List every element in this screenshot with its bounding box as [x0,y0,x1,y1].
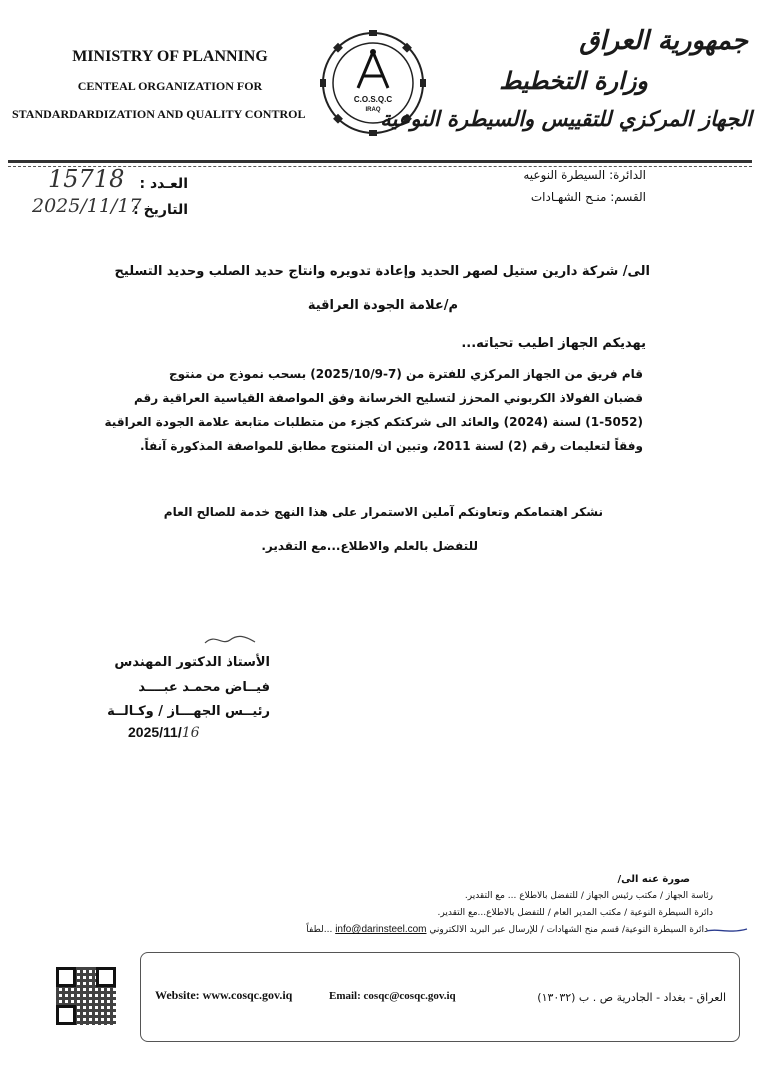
footer-address: العراق - بغداد - الجادرية ص . ب (١٣٠٣٢) [537,991,726,1004]
subject: م/علامة الجودة العراقية [307,298,458,313]
section-line [531,190,646,204]
cc-line-3-end: ...لطفاً [306,925,333,935]
header-divider [8,160,752,163]
paragraph-line-3: (1-5052) لسنة (2024) والعائد الى شركتكم كجزء من متطلبات متابعة علامة الجودة العراقية [104,415,643,429]
signature-mark [200,628,260,650]
recipient: الى/ شركة دارين ستيل لصهر الحديد وإعادة تدويره وانتاج حديد الصلب وحديد التسليح [114,264,650,279]
cc-line-3-text: دائرة السيطرة النوعية/ قسم منح الشهادات / للإرسال عبر البريد الالكتروني [429,925,708,935]
signatory-name: فيــاض محمـد عبــــد [138,680,270,695]
section-value: منـح الشهـادات [530,190,607,204]
org-line-2: STANDARDARDIZATION AND QUALITY CONTROL [12,107,306,121]
ar-header-ministry: وزارة التخطيط [499,66,648,95]
section-label: القسم: [610,190,646,204]
number-value: 15718 [48,165,125,193]
cc-line-2: دائرة السيطرة النوعية / مكتب المدير العام / للتفضل بالاطلاع...مع التقدير. [437,908,713,918]
paragraph-line-2: قضبان الفولاذ الكربوني المحزز لتسليح الخرسانة وفق المواصفة القياسية العراقية رقم [133,391,643,405]
closing-line: للتفضل بالعلم والاطلاع...مع التقدير. [261,539,478,553]
cc-line-1: رئاسة الجهاز / مكتب رئيس الجهاز / للتفضل بالاطلاع ... مع التقدير. [464,891,713,901]
logo-country: IRAQ [365,107,381,113]
thanks-line: نشكر اهتمامكم وتعاونكم آملين الاستمرار على هذا النهج خدمة للصالح العام [163,505,603,519]
greeting: يهديكم الجهاز اطيب تحياته... [461,336,646,351]
qr-corner-tr [96,967,116,987]
signatory-role: رئيــس الجهـــاز / وكـالــة [107,704,270,719]
cc-email-link[interactable]: info@darinsteel.com [335,924,427,935]
number-label: العـدد : [139,176,188,192]
signature-date [128,724,200,741]
signature-date-day: 16 [181,725,200,741]
department-label: الدائرة: [609,168,646,182]
cc-line-3 [306,924,708,935]
paragraph-line-4: وفقاً لتعليمات رقم (2) لسنة 2011، وتبين ان المنتوج مطابق للمواصفة المذكورة آنفاً. [139,439,643,453]
ar-header-republic: جمهورية العراق [579,26,748,56]
ar-header-organization: الجهاز المركزي للتقييس والسيطرة النوعية [380,106,752,131]
cc-heading: صورة عنه الى/ [617,874,690,885]
qr-corner-tl [56,967,76,987]
signatory-title: الأستاذ الدكتور المهندس [114,655,270,670]
department-value: السيطرة النوعيه [523,168,606,182]
paragraph-line-1: قام فريق من الجهاز المركزي للفترة من (7-2025/10/9) بسحب نموذج من منتوج [169,367,643,381]
pen-mark [705,926,749,936]
footer-website[interactable]: Website: www.cosqc.gov.iq [155,988,293,1002]
org-line-1: CENTEAL ORGANIZATION FOR [77,79,263,93]
signature-date-prefix: 2025/11/ [128,724,182,740]
department-line [523,168,646,182]
footer-email[interactable]: Email: cosqc@cosqc.gov.iq [329,990,456,1002]
date-value: 2025/11/17 [32,195,142,217]
logo-text: C.O.S.Q.C [353,95,393,104]
date-label: التاريخ : [133,202,188,218]
qr-corner-bl [56,1005,76,1025]
ministry-title: MINISTRY OF PLANNING [72,48,268,65]
